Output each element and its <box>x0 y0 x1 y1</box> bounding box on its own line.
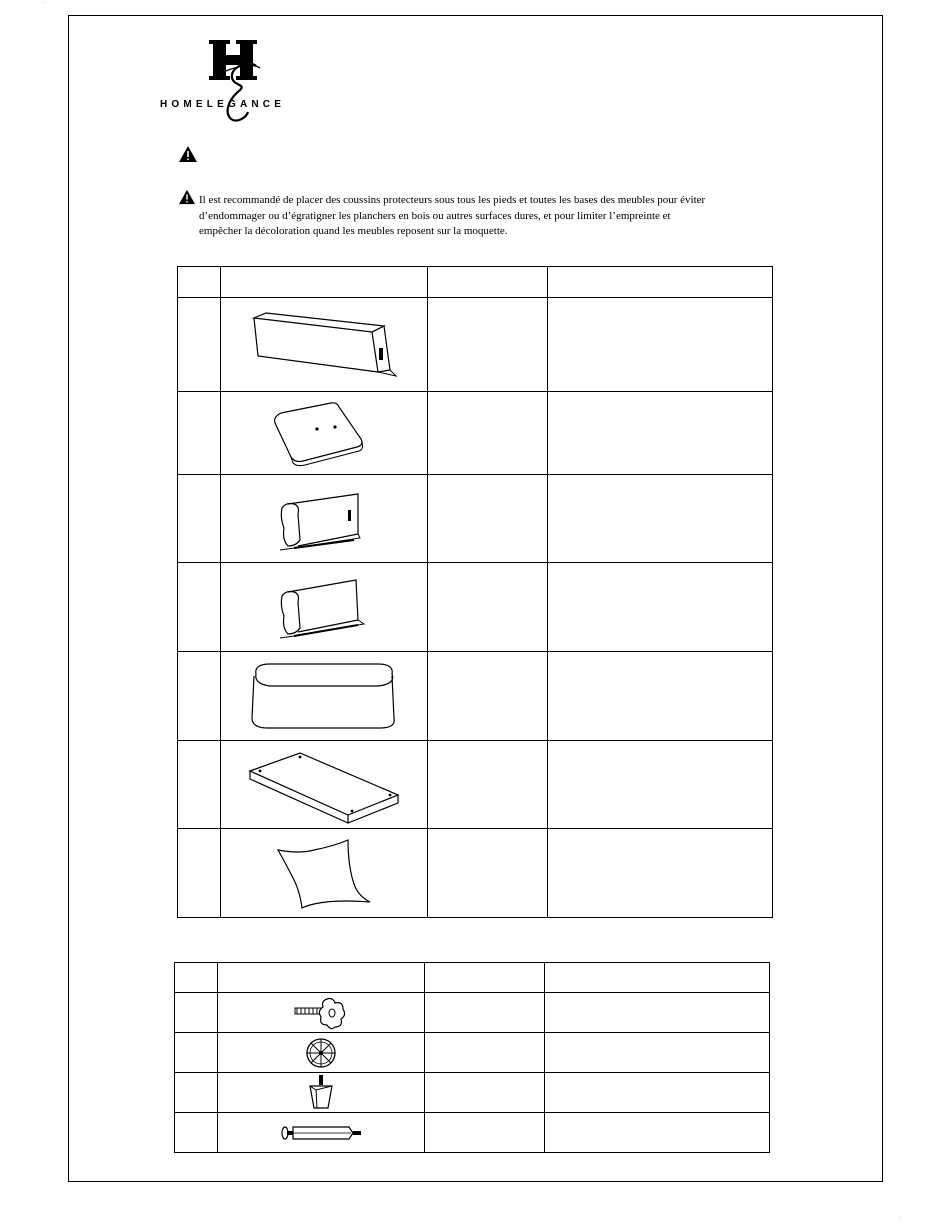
hardware-qty <box>425 1113 545 1153</box>
part-number <box>178 475 221 563</box>
header-cell <box>221 267 428 298</box>
header-cell <box>175 963 218 993</box>
table-header-row <box>178 267 773 298</box>
table-row <box>178 741 773 829</box>
part-desc <box>548 741 773 829</box>
part-desc <box>548 829 773 918</box>
hardware-qty <box>425 1073 545 1113</box>
part-desc <box>548 475 773 563</box>
backrest-panel-icon <box>244 310 404 380</box>
hardware-desc <box>545 1113 770 1153</box>
table-row <box>178 298 773 392</box>
table-row <box>178 392 773 475</box>
part-number <box>178 298 221 392</box>
floor-protection-warning <box>178 189 808 240</box>
hardware-number <box>175 1073 218 1113</box>
knob-bolt-icon <box>291 995 351 1031</box>
part-qty <box>428 392 548 475</box>
table-row <box>175 993 770 1033</box>
hardware-number <box>175 1033 218 1073</box>
table-row <box>178 652 773 741</box>
part-qty <box>428 741 548 829</box>
part-desc <box>548 652 773 741</box>
table-row <box>178 475 773 563</box>
table-header-row <box>175 963 770 993</box>
hardware-desc <box>545 1033 770 1073</box>
header-cell <box>218 963 425 993</box>
base-board-icon <box>244 745 404 825</box>
arm-with-bracket-icon <box>274 484 374 554</box>
corner-seat-icon <box>269 399 379 467</box>
hardware-desc <box>545 993 770 1033</box>
table-row <box>175 1033 770 1073</box>
header-cell <box>178 267 221 298</box>
warning-line-2: d’endommager ou d’égratigner les planchers en bois ou autres surfaces dures, et pour limiter l’empreinte et <box>199 209 671 222</box>
wheel-caster-icon <box>304 1036 338 1070</box>
part-number <box>178 829 221 918</box>
hardware-number <box>175 993 218 1033</box>
table-row <box>178 829 773 918</box>
part-desc <box>548 392 773 475</box>
header-cell <box>548 267 773 298</box>
arm-panel-icon <box>274 572 374 642</box>
part-number <box>178 741 221 829</box>
header-cell <box>425 963 545 993</box>
warning-line-1: Il est recommandé de placer des coussins protecteurs sous tous les pieds et toutes les bases des meubles pour éviter <box>199 194 706 206</box>
brand-wordmark: HOMELEGANCE <box>160 99 286 110</box>
homelegance-logo <box>160 38 320 128</box>
part-qty <box>428 652 548 741</box>
table-row <box>178 563 773 652</box>
part-qty <box>428 475 548 563</box>
part-qty <box>428 829 548 918</box>
warning-icon <box>178 145 198 163</box>
header-cell <box>428 267 548 298</box>
header-cell <box>545 963 770 993</box>
part-number <box>178 652 221 741</box>
part-desc <box>548 298 773 392</box>
table-row <box>175 1113 770 1153</box>
part-qty <box>428 563 548 652</box>
hardware-qty <box>425 1033 545 1073</box>
hardware-desc <box>545 1073 770 1113</box>
hardware-number <box>175 1113 218 1153</box>
part-qty <box>428 298 548 392</box>
warning-icon <box>178 189 196 205</box>
connector-bar-icon <box>279 1121 363 1145</box>
warning-line-3: empêcher la décoloration quand les meubles reposent sur la moquette. <box>199 225 508 237</box>
table-row <box>175 1073 770 1113</box>
cloth-icon <box>274 836 374 910</box>
hardware-qty <box>425 993 545 1033</box>
part-desc <box>548 563 773 652</box>
parts-table <box>177 266 773 918</box>
part-number <box>178 563 221 652</box>
leg-foot-icon <box>306 1074 336 1112</box>
corner-mark: · <box>900 1215 902 1221</box>
seat-cushion-icon <box>244 658 404 734</box>
part-number <box>178 392 221 475</box>
hardware-table <box>174 962 770 1153</box>
corner-mark: · <box>42 0 44 6</box>
